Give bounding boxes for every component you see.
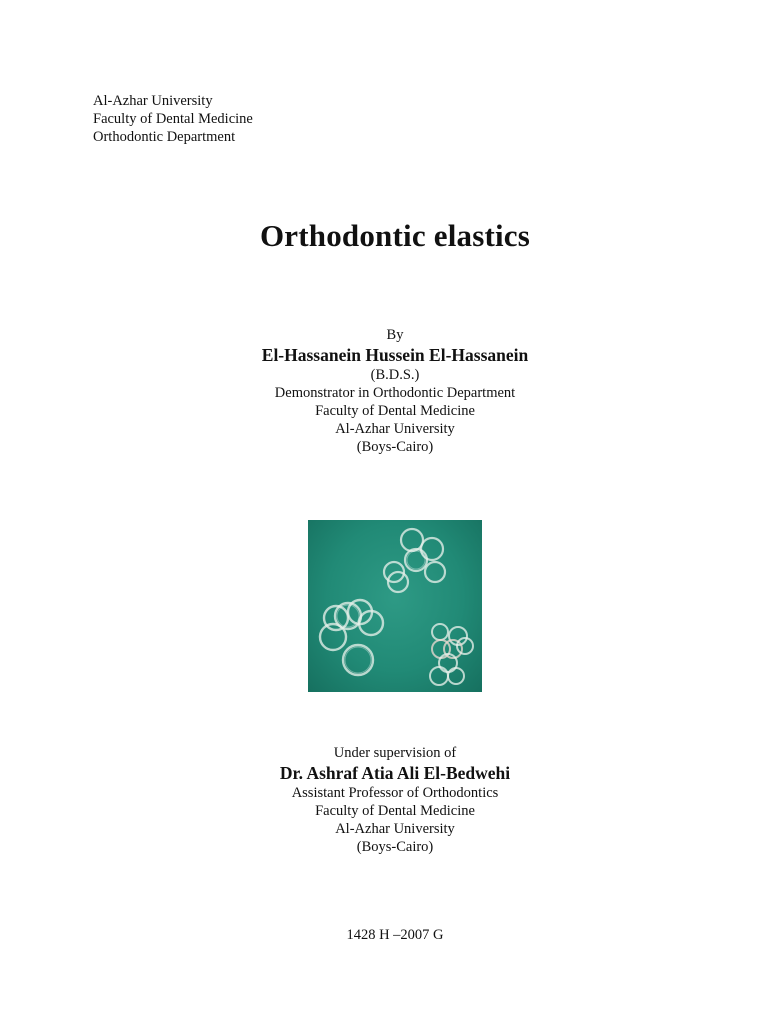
institution-header	[93, 92, 253, 146]
supervisor-faculty: Faculty of Dental Medicine	[315, 803, 475, 819]
supervisor-university: Al-Azhar University	[335, 821, 455, 837]
department-name: Orthodontic Department	[93, 129, 236, 145]
elastic-rings-image	[308, 520, 482, 692]
university-name: Al-Azhar University	[93, 93, 213, 109]
supervision-label: Under supervision of	[333, 745, 457, 761]
elastics-photo	[308, 520, 482, 692]
author-position: Demonstrator in Orthodontic Department	[274, 385, 516, 401]
supervisor-name: Dr. Ashraf Atia Ali El-Bedwehi	[279, 763, 511, 783]
supervisor-campus: (Boys-Cairo)	[356, 839, 434, 855]
by-label: By	[386, 327, 404, 343]
author-name: El-Hassanein Hussein El-Hassanein	[261, 345, 529, 365]
publication-date: 1428 H –2007 G	[346, 927, 444, 943]
author-university: Al-Azhar University	[335, 421, 455, 437]
supervisor-block	[0, 744, 768, 856]
author-block	[0, 326, 768, 456]
author-campus: (Boys-Cairo)	[356, 439, 434, 455]
supervisor-position: Assistant Professor of Orthodontics	[291, 785, 499, 801]
author-degree: (B.D.S.)	[370, 367, 420, 383]
document-title: Orthodontic elastics	[259, 218, 531, 253]
faculty-name: Faculty of Dental Medicine	[93, 111, 253, 127]
author-faculty: Faculty of Dental Medicine	[315, 403, 475, 419]
